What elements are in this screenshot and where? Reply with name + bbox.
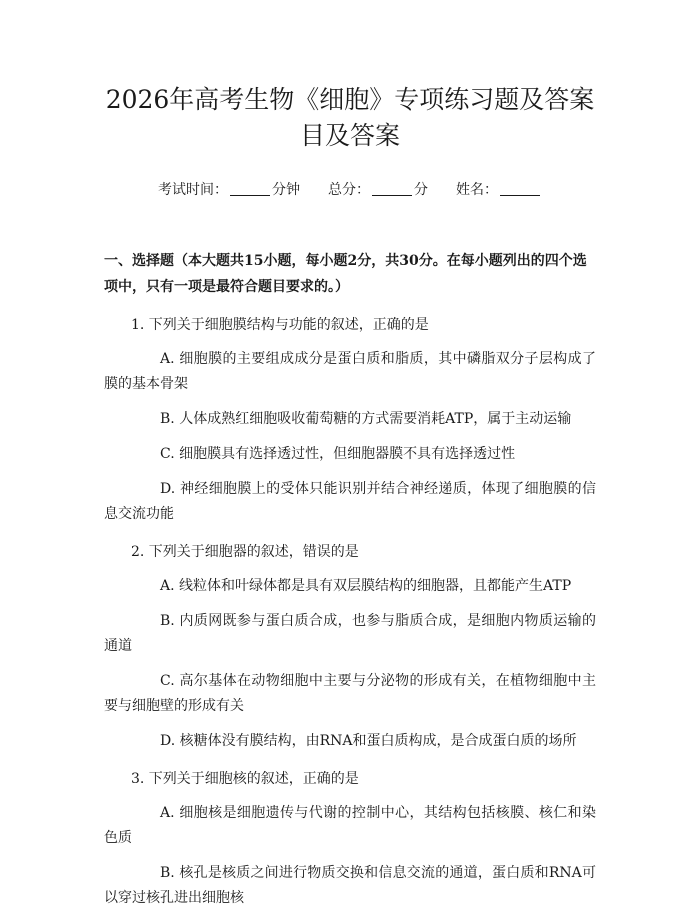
question-stem: 3. 下列关于细胞核的叙述，正确的是: [131, 771, 359, 787]
exam-time-label: 考试时间：: [158, 182, 228, 198]
question-stem: 1. 下列关于细胞膜结构与功能的叙述，正确的是: [131, 317, 429, 333]
option-a: A. 细胞核是细胞遗传与代谢的控制中心，其结构包括核膜、核仁和染色质: [104, 805, 596, 846]
total-score-label: 总分：: [328, 182, 370, 198]
total-score-field: [328, 182, 428, 198]
document-title: 2026年高考生物《细胞》专项练习题及答案目及答案: [105, 85, 595, 150]
question-options: [104, 347, 596, 527]
option-d: D. 核糖体没有膜结构，由RNA和蛋白质构成，是合成蛋白质的场所: [160, 733, 577, 749]
exam-time-unit: 分钟: [272, 182, 300, 198]
student-name-label: 姓名：: [456, 182, 498, 198]
section-heading: 一、选择题（本大题共15小题，每小题2分，共30分。在每小题列出的四个选项中，只有一项是最符合题目要求的。）: [104, 253, 587, 295]
student-name-blank: [500, 195, 540, 196]
question-stem: 2. 下列关于细胞器的叙述，错误的是: [131, 544, 359, 560]
option-d: D. 神经细胞膜上的受体只能识别并结合神经递质，体现了细胞膜的信息交流功能: [104, 481, 596, 522]
question-options: [104, 574, 596, 754]
total-score-unit: 分: [414, 182, 428, 198]
student-name-field: [456, 182, 542, 198]
exam-info-line: [104, 180, 596, 200]
option-b: B. 内质网既参与蛋白质合成，也参与脂质合成，是细胞内物质运输的通道: [104, 613, 596, 654]
option-c: C. 高尔基体在动物细胞中主要与分泌物的形成有关，在植物细胞中主要与细胞壁的形成有关: [104, 673, 596, 714]
option-c: C. 细胞膜具有选择透过性，但细胞器膜不具有选择透过性: [160, 446, 516, 462]
exam-time-blank: [230, 195, 270, 196]
option-b: B. 核孔是核质之间进行物质交换和信息交流的通道，蛋白质和RNA可以穿过核孔进出细胞核: [104, 865, 596, 906]
question-3: [104, 766, 596, 911]
question-2: [104, 539, 596, 754]
question-1: [104, 312, 596, 527]
option-a: A. 线粒体和叶绿体都是具有双层膜结构的细胞器，且都能产生ATP: [160, 578, 572, 594]
total-score-blank: [372, 195, 412, 196]
exam-time-field: [158, 182, 300, 198]
question-options: [104, 801, 596, 911]
option-a: A. 细胞膜的主要组成成分是蛋白质和脂质，其中磷脂双分子层构成了膜的基本骨架: [104, 351, 596, 392]
option-b: B. 人体成熟红细胞吸收葡萄糖的方式需要消耗ATP，属于主动运输: [160, 411, 572, 427]
